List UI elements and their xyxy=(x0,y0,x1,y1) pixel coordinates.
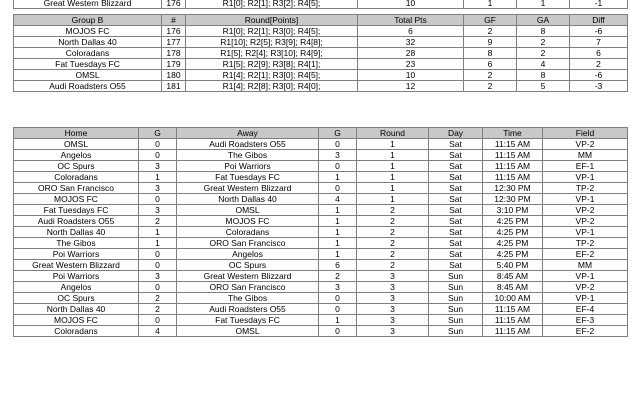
table-cell: 4:25 PM xyxy=(483,216,543,227)
table-cell: Audi Roadsters O55 xyxy=(177,304,319,315)
table-cell: 2 xyxy=(139,304,177,315)
table-cell: R1[5]; R2[4]; R3[10]; R4[9]; xyxy=(186,48,358,59)
table-cell: R1[0]; R2[1]; R3[2]; R4[5]; xyxy=(186,0,358,9)
table-cell: 9 xyxy=(464,37,517,48)
table-cell: Fat Tuesdays FC xyxy=(14,205,139,216)
table-cell: 23 xyxy=(358,59,464,70)
table-cell: 3 xyxy=(139,205,177,216)
table-cell: 1 xyxy=(357,183,429,194)
table-cell: 1 xyxy=(139,227,177,238)
column-header: G xyxy=(319,128,357,139)
column-header: Away xyxy=(177,128,319,139)
table-cell: 3 xyxy=(357,293,429,304)
table-cell: 1 xyxy=(464,0,517,9)
table-cell: 8 xyxy=(517,70,570,81)
table-cell: 8:45 AM xyxy=(483,271,543,282)
table-row xyxy=(14,194,628,205)
table-cell: 2 xyxy=(357,238,429,249)
table-cell: Coloradans xyxy=(14,326,139,337)
column-header: Home xyxy=(14,128,139,139)
table-cell: 2 xyxy=(517,37,570,48)
table-cell: 3 xyxy=(357,271,429,282)
table-row xyxy=(14,26,628,37)
table-row xyxy=(14,326,628,337)
table-cell: Sat xyxy=(429,139,483,150)
table-row xyxy=(14,315,628,326)
table-cell: Sat xyxy=(429,205,483,216)
table-cell: 2 xyxy=(357,227,429,238)
table-cell: TP-2 xyxy=(543,183,628,194)
table-cell: 6 xyxy=(464,59,517,70)
table-row xyxy=(14,81,628,92)
table-row xyxy=(14,150,628,161)
table-cell: Coloradans xyxy=(177,227,319,238)
table-row xyxy=(14,216,628,227)
table-row xyxy=(14,293,628,304)
table-cell: 11:15 AM xyxy=(483,304,543,315)
table-cell: Sat xyxy=(429,161,483,172)
column-header: Round[Points] xyxy=(186,15,358,26)
table-cell: 2 xyxy=(357,249,429,260)
previous-group-body xyxy=(14,0,628,9)
table-row xyxy=(14,70,628,81)
table-cell: 4 xyxy=(139,326,177,337)
column-header: GA xyxy=(517,15,570,26)
table-cell: North Dallas 40 xyxy=(177,194,319,205)
table-cell: 10 xyxy=(358,70,464,81)
table-cell: Audi Roadsters O55 xyxy=(177,139,319,150)
table-cell: ORO San Francisco xyxy=(177,282,319,293)
table-cell: R1[4]; R2[8]; R3[0]; R4[0]; xyxy=(186,81,358,92)
table-cell: OC Spurs xyxy=(177,260,319,271)
table-cell: 4:25 PM xyxy=(483,227,543,238)
table-cell: Coloradans xyxy=(14,172,139,183)
table-cell: 3 xyxy=(319,150,357,161)
group-b-body xyxy=(14,26,628,92)
table-cell: 11:15 AM xyxy=(483,139,543,150)
table-cell: OMSL xyxy=(14,139,139,150)
table-cell: R1[10]; R2[5]; R3[9]; R4[8]; xyxy=(186,37,358,48)
column-header: Field xyxy=(543,128,628,139)
table-cell: ORO San Francisco xyxy=(177,238,319,249)
table-cell: 8:45 AM xyxy=(483,282,543,293)
table-cell: 11:15 AM xyxy=(483,315,543,326)
column-header: Day xyxy=(429,128,483,139)
table-cell: 0 xyxy=(319,161,357,172)
table-cell: 5 xyxy=(517,81,570,92)
table-cell: 3 xyxy=(139,271,177,282)
table-cell: Angelos xyxy=(177,249,319,260)
table-cell: VP-1 xyxy=(543,271,628,282)
column-header: Round xyxy=(357,128,429,139)
table-cell: 10:00 AM xyxy=(483,293,543,304)
table-cell: Sat xyxy=(429,260,483,271)
table-cell: 6 xyxy=(358,26,464,37)
table-row xyxy=(14,183,628,194)
table-cell: EF-3 xyxy=(543,315,628,326)
table-cell: 11:15 AM xyxy=(483,172,543,183)
table-cell: 1 xyxy=(517,0,570,9)
table-row xyxy=(14,304,628,315)
table-cell: Sat xyxy=(429,249,483,260)
table-cell: R1[5]; R2[9]; R3[8]; R4[1]; xyxy=(186,59,358,70)
table-cell: R1[0]; R2[1]; R3[0]; R4[5]; xyxy=(186,26,358,37)
table-cell: 0 xyxy=(139,315,177,326)
table-cell: VP-1 xyxy=(543,293,628,304)
table-row xyxy=(14,0,628,9)
table-cell: Sun xyxy=(429,271,483,282)
table-cell: 11:15 AM xyxy=(483,161,543,172)
table-cell: OMSL xyxy=(177,326,319,337)
table-cell: 176 xyxy=(162,26,186,37)
table-cell: Audi Roadsters O55 xyxy=(14,81,162,92)
table-cell: Audi Roadsters O55 xyxy=(14,216,139,227)
table-cell: VP-2 xyxy=(543,205,628,216)
table-cell: Sun xyxy=(429,315,483,326)
table-cell: 2 xyxy=(357,205,429,216)
table-cell: The Gibos xyxy=(14,238,139,249)
table-cell: 8 xyxy=(517,26,570,37)
table-cell: 3 xyxy=(357,282,429,293)
table-cell: 3 xyxy=(139,161,177,172)
table-cell: 2 xyxy=(319,271,357,282)
table-cell: 0 xyxy=(319,293,357,304)
table-cell: Sun xyxy=(429,304,483,315)
table-cell: 6 xyxy=(570,48,628,59)
table-cell: 12 xyxy=(358,81,464,92)
table-cell: 0 xyxy=(319,139,357,150)
table-cell: 1 xyxy=(139,238,177,249)
table-cell: MM xyxy=(543,150,628,161)
table-cell: 178 xyxy=(162,48,186,59)
table-row xyxy=(14,172,628,183)
table-row xyxy=(14,238,628,249)
table-cell: 2 xyxy=(464,81,517,92)
table-cell: 0 xyxy=(139,194,177,205)
table-cell: VP-1 xyxy=(543,172,628,183)
column-header: Total Pts xyxy=(358,15,464,26)
table-cell: Sun xyxy=(429,293,483,304)
table-cell: Sun xyxy=(429,282,483,293)
table-cell: 1 xyxy=(357,172,429,183)
table-cell: ORO San Francisco xyxy=(14,183,139,194)
table-cell: 1 xyxy=(357,139,429,150)
table-cell: MOJOS FC xyxy=(177,216,319,227)
table-cell: OMSL xyxy=(14,70,162,81)
table-cell: EF-2 xyxy=(543,326,628,337)
table-cell: 2 xyxy=(357,260,429,271)
table-cell: -3 xyxy=(570,81,628,92)
table-row xyxy=(14,48,628,59)
table-cell: Poi Warriors xyxy=(177,161,319,172)
table-cell: Great Western Blizzard xyxy=(14,0,162,9)
table-cell: Angelos xyxy=(14,282,139,293)
column-header: # xyxy=(162,15,186,26)
table-cell: North Dallas 40 xyxy=(14,304,139,315)
table-cell: 2 xyxy=(464,26,517,37)
table-cell: 177 xyxy=(162,37,186,48)
table-cell: -1 xyxy=(570,0,628,9)
table-cell: 32 xyxy=(358,37,464,48)
column-header: GF xyxy=(464,15,517,26)
group-b-header-row xyxy=(14,15,628,26)
table-cell: 1 xyxy=(319,315,357,326)
table-cell: VP-2 xyxy=(543,216,628,227)
games-header-row xyxy=(14,128,628,139)
table-cell: 2 xyxy=(464,70,517,81)
table-row xyxy=(14,282,628,293)
table-cell: 1 xyxy=(319,216,357,227)
table-cell: 1 xyxy=(319,238,357,249)
table-cell: Angelos xyxy=(14,150,139,161)
table-cell: VP-1 xyxy=(543,227,628,238)
table-cell: Sat xyxy=(429,194,483,205)
table-row xyxy=(14,59,628,70)
table-cell: 11:15 AM xyxy=(483,326,543,337)
table-cell: Poi Warriors xyxy=(14,271,139,282)
table-cell: MOJOS FC xyxy=(14,26,162,37)
table-cell: 180 xyxy=(162,70,186,81)
table-cell: 28 xyxy=(358,48,464,59)
previous-group-table xyxy=(13,0,628,9)
table-cell: R1[4]; R2[1]; R3[0]; R4[5]; xyxy=(186,70,358,81)
table-row xyxy=(14,205,628,216)
table-cell: MM xyxy=(543,260,628,271)
table-cell: 181 xyxy=(162,81,186,92)
table-cell: 4 xyxy=(517,59,570,70)
table-cell: OMSL xyxy=(177,205,319,216)
table-cell: -6 xyxy=(570,26,628,37)
table-cell: 3 xyxy=(357,326,429,337)
table-cell: Great Western Blizzard xyxy=(14,260,139,271)
table-cell: 1 xyxy=(357,150,429,161)
table-cell: 2 xyxy=(570,59,628,70)
column-header: Group B xyxy=(14,15,162,26)
table-cell: Fat Tuesdays FC xyxy=(177,315,319,326)
column-header: Diff xyxy=(570,15,628,26)
table-cell: OC Spurs xyxy=(14,161,139,172)
table-cell: EF-4 xyxy=(543,304,628,315)
table-cell: VP-2 xyxy=(543,139,628,150)
table-cell: 8 xyxy=(464,48,517,59)
table-cell: 3 xyxy=(319,282,357,293)
table-cell: Sat xyxy=(429,238,483,249)
table-cell: 7 xyxy=(570,37,628,48)
table-cell: VP-2 xyxy=(543,282,628,293)
table-cell: 0 xyxy=(319,326,357,337)
table-row xyxy=(14,249,628,260)
table-cell: 4:25 PM xyxy=(483,238,543,249)
table-cell: North Dallas 40 xyxy=(14,37,162,48)
table-row xyxy=(14,271,628,282)
table-row xyxy=(14,139,628,150)
table-cell: Sat xyxy=(429,172,483,183)
table-cell: 0 xyxy=(319,304,357,315)
table-cell: Great Western Blizzard xyxy=(177,183,319,194)
table-cell: 0 xyxy=(139,249,177,260)
table-cell: 3 xyxy=(357,315,429,326)
table-cell: VP-1 xyxy=(543,194,628,205)
table-cell: The Gibos xyxy=(177,293,319,304)
table-cell: 2 xyxy=(139,216,177,227)
group-b-standings-table xyxy=(13,14,628,92)
table-cell: 3 xyxy=(357,304,429,315)
table-cell: -6 xyxy=(570,70,628,81)
table-cell: 12:30 PM xyxy=(483,183,543,194)
table-cell: 1 xyxy=(319,249,357,260)
table-row xyxy=(14,161,628,172)
table-cell: North Dallas 40 xyxy=(14,227,139,238)
table-cell: Sat xyxy=(429,216,483,227)
table-cell: 6 xyxy=(319,260,357,271)
table-cell: EF-2 xyxy=(543,249,628,260)
table-cell: 3 xyxy=(139,183,177,194)
table-cell: Coloradans xyxy=(14,48,162,59)
table-row xyxy=(14,260,628,271)
table-cell: 2 xyxy=(139,293,177,304)
table-cell: OC Spurs xyxy=(14,293,139,304)
games-schedule-table xyxy=(13,127,628,337)
table-cell: 3:10 PM xyxy=(483,205,543,216)
table-cell: Sat xyxy=(429,227,483,238)
table-cell: TP-2 xyxy=(543,238,628,249)
games-body xyxy=(14,139,628,337)
table-cell: 0 xyxy=(139,260,177,271)
table-cell: 0 xyxy=(139,139,177,150)
table-cell: 2 xyxy=(357,216,429,227)
table-cell: 5:40 PM xyxy=(483,260,543,271)
table-cell: 179 xyxy=(162,59,186,70)
table-cell: 4:25 PM xyxy=(483,249,543,260)
table-cell: Fat Tuesdays FC xyxy=(177,172,319,183)
table-cell: Great Western Blizzard xyxy=(177,271,319,282)
table-cell: 1 xyxy=(319,172,357,183)
table-cell: 1 xyxy=(319,227,357,238)
table-cell: 0 xyxy=(319,183,357,194)
table-cell: 4 xyxy=(319,194,357,205)
table-cell: 1 xyxy=(357,194,429,205)
table-cell: 0 xyxy=(139,282,177,293)
table-cell: Sat xyxy=(429,183,483,194)
table-cell: 1 xyxy=(357,161,429,172)
column-header: G xyxy=(139,128,177,139)
table-cell: 0 xyxy=(139,150,177,161)
table-cell: 176 xyxy=(162,0,186,9)
table-cell: 10 xyxy=(358,0,464,9)
table-cell: The Gibos xyxy=(177,150,319,161)
table-cell: EF-1 xyxy=(543,161,628,172)
table-cell: MOJOS FC xyxy=(14,194,139,205)
table-cell: MOJOS FC xyxy=(14,315,139,326)
table-cell: Sun xyxy=(429,326,483,337)
table-row xyxy=(14,227,628,238)
table-cell: 12:30 PM xyxy=(483,194,543,205)
table-row xyxy=(14,37,628,48)
table-cell: 1 xyxy=(319,205,357,216)
table-cell: Poi Warriors xyxy=(14,249,139,260)
table-cell: Sat xyxy=(429,150,483,161)
table-cell: 1 xyxy=(139,172,177,183)
table-cell: 2 xyxy=(517,48,570,59)
column-header: Time xyxy=(483,128,543,139)
table-cell: Fat Tuesdays FC xyxy=(14,59,162,70)
table-cell: 11:15 AM xyxy=(483,150,543,161)
